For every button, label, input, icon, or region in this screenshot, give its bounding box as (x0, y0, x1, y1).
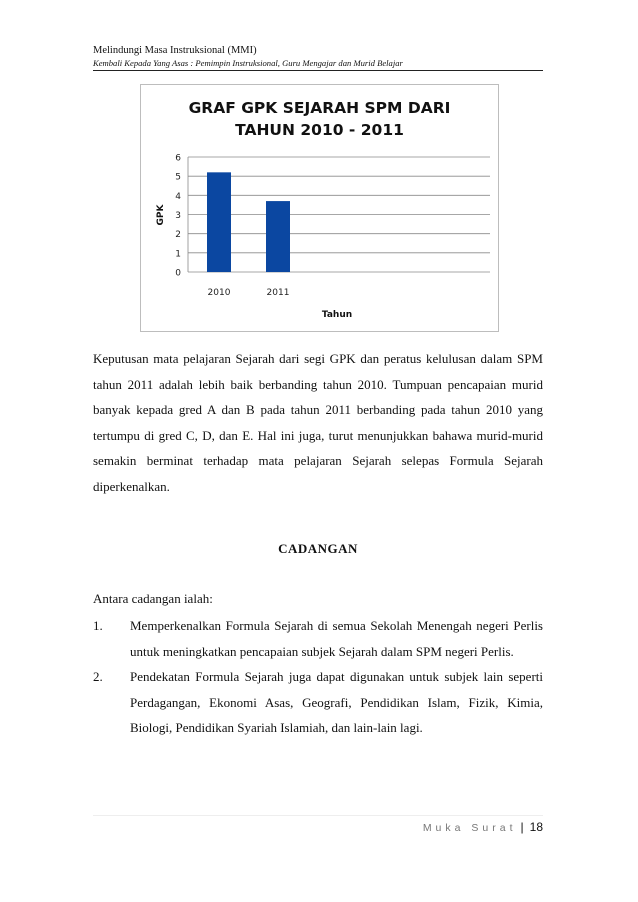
bar (266, 201, 290, 272)
page-header (93, 44, 543, 69)
y-tick-label: 3 (175, 211, 181, 221)
list-item (93, 664, 543, 741)
list-item-text: Pendekatan Formula Sejarah juga dapat digunakan untuk subjek lain seperti Perdagangan, Ekonomi Asas, Geografi, Pendidikan Islam, Fizik, Kimia, Biologi, Pendidikan Syariah Islamiah, dan lain-lain lagi. (130, 669, 543, 735)
footer-separator: | (520, 820, 524, 834)
body-paragraph: Keputusan mata pelajaran Sejarah dari segi GPK dan peratus kelulusan dalam SPM tahun 2011 adalah lebih baik berbanding tahun 2010. Tumpuan pencapaian murid banyak kepada gred A dan B pada tahun 2011 berbanding pada tahun 2010 yang tertumpu di gred C, D, dan E. Hal ini juga, turut menunjukkan bahawa murid-murid semakin berminat terhadap mata pelajaran Sejarah selepas Formula Sejarah diperkenalkan. (93, 351, 543, 494)
x-tick-label: 2010 (207, 288, 231, 298)
chart-title-line-2: TAHUN 2010 - 2011 (235, 121, 404, 139)
footer-label: Muka Surat (422, 822, 517, 834)
page-footer (423, 820, 543, 834)
footer-rule (93, 815, 543, 816)
y-tick-label: 2 (175, 230, 181, 241)
x-axis-title: Tahun (321, 310, 353, 320)
x-tick-label: 2011 (266, 288, 290, 298)
recommendation-list (93, 613, 543, 741)
list-item-number: 1. (93, 618, 103, 633)
header-rule (93, 70, 543, 71)
chart (140, 84, 499, 332)
y-tick-label: 1 (175, 249, 181, 260)
page-number: 18 (529, 820, 543, 834)
bar (207, 172, 231, 272)
header-subtitle: Kembali Kepada Yang Asas : Pemimpin Instruksional, Guru Mengajar dan Murid Belajar (93, 58, 403, 68)
y-axis-title: GPK (156, 204, 166, 226)
list-item (93, 613, 543, 664)
list-item-number: 2. (93, 669, 103, 684)
chart-title-line-1: GRAF GPK SEJARAH SPM DARI (188, 99, 451, 117)
y-tick-label: 5 (175, 172, 181, 183)
chart-plot (141, 85, 498, 331)
y-tick-label: 6 (175, 153, 181, 164)
list-intro: Antara cadangan ialah: (93, 591, 213, 606)
section-heading: CADANGAN (278, 541, 358, 556)
list-item-text: Memperkenalkan Formula Sejarah di semua Sekolah Menengah negeri Perlis untuk meningkatkan pencapaian subjek Sejarah dalam SPM negeri Perlis. (130, 618, 543, 659)
header-title: Melindungi Masa Instruksional (MMI) (93, 45, 257, 56)
y-tick-label: 4 (175, 191, 181, 202)
y-tick-label: 0 (175, 268, 181, 279)
